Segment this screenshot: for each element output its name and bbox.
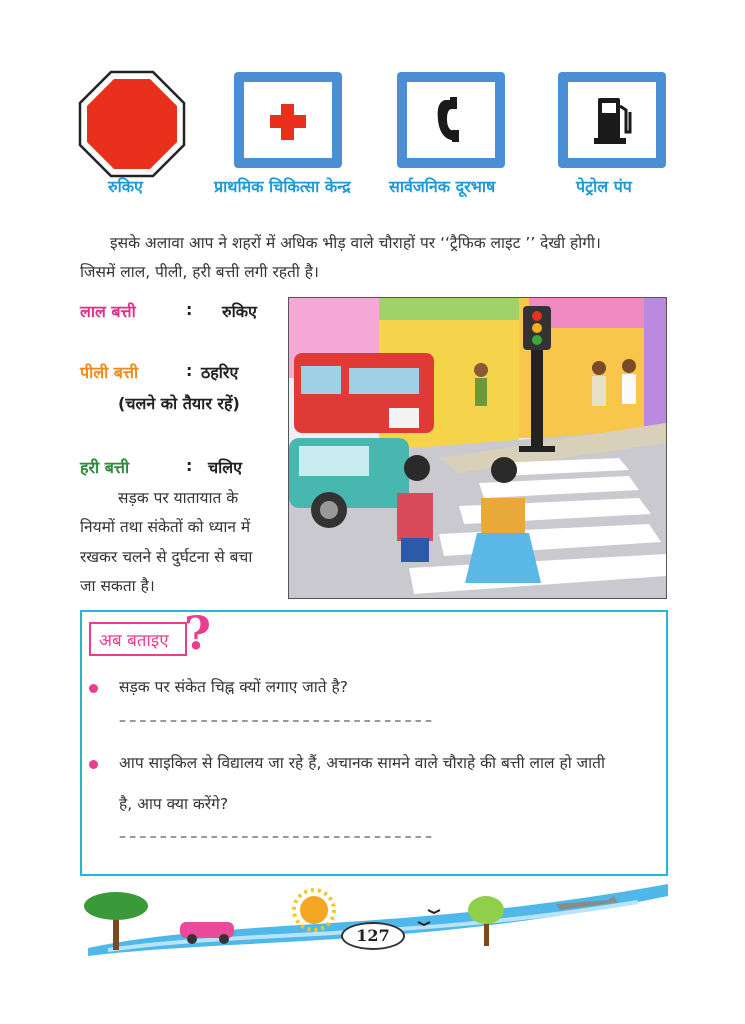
- telephone-icon: [407, 82, 495, 158]
- yellow-light-action: ठहरिए: [201, 363, 239, 382]
- stop-sign: [78, 70, 186, 178]
- answer-line-1[interactable]: –––––––––––––––––––––––––––––––: [119, 713, 436, 729]
- page-number-oval: [341, 922, 405, 950]
- yellow-light-sep: :: [186, 361, 193, 380]
- question-2-line-1: आप साइकिल से विद्यालय जा रहे हैं, अचानक सामने वाले चौराहे की बत्ती लाल हो जाती: [119, 754, 606, 772]
- red-light-label: लाल बत्ती: [80, 302, 136, 321]
- bullet-icon: [89, 760, 98, 769]
- safety-line-2: नियमों तथा संकेतों को ध्यान में: [80, 518, 251, 536]
- safety-line-4: जा सकता है।: [80, 577, 155, 595]
- first-aid-cross-icon: [244, 82, 332, 158]
- stop-sign-icon: [78, 70, 186, 178]
- bullet-icon: [89, 684, 98, 693]
- green-light-label: हरी बत्ती: [80, 458, 130, 477]
- question-mark-icon: ?: [184, 606, 211, 660]
- yellow-light-note: (चलने को तैयार रहें): [118, 394, 240, 413]
- petrol-pump-sign: [558, 72, 666, 168]
- intro-line-2: जिसमें लाल, पीली, हरी बत्ती लगी रहती है।: [80, 263, 319, 281]
- petrol-pump-icon: [568, 82, 656, 158]
- question-1: सड़क पर संकेत चिह्न क्यों लगाए जाते है?: [119, 678, 348, 696]
- safety-line-3: रखकर चलने से दुर्घटना से बचा: [80, 548, 253, 566]
- red-light-action: रुकिए: [222, 302, 257, 321]
- sign-caption-first-aid: प्राथमिक चिकित्सा केन्द्र: [214, 177, 351, 196]
- answer-line-2[interactable]: –––––––––––––––––––––––––––––––: [119, 829, 436, 845]
- quiz-title: अब बताइए: [99, 631, 169, 651]
- sign-caption-stop: रुकिए: [108, 177, 143, 196]
- green-light-sep: :: [186, 456, 193, 475]
- red-light-sep: :: [186, 300, 193, 319]
- telephone-sign: [397, 72, 505, 168]
- quiz-title-box: [89, 622, 187, 656]
- green-light-action: चलिए: [208, 458, 243, 477]
- first-aid-sign: [234, 72, 342, 168]
- page-number: 127: [356, 926, 390, 945]
- sign-caption-petrol: पेट्रोल पंप: [576, 177, 632, 196]
- safety-line-1: सड़क पर यातायात के: [118, 489, 239, 507]
- street-crossing-illustration: [288, 297, 667, 599]
- question-2-line-2: है, आप क्या करेंगे?: [119, 795, 229, 813]
- yellow-light-label: पीली बत्ती: [80, 363, 139, 382]
- intro-line-1: इसके अलावा आप ने शहरों में अधिक भीड़ वाले चौराहों पर ‘‘ट्रैफिक लाइट ’’ देखी होगी।: [110, 234, 601, 252]
- sign-caption-telephone: सार्वजनिक दूरभाष: [389, 177, 496, 196]
- question-box: [80, 606, 668, 876]
